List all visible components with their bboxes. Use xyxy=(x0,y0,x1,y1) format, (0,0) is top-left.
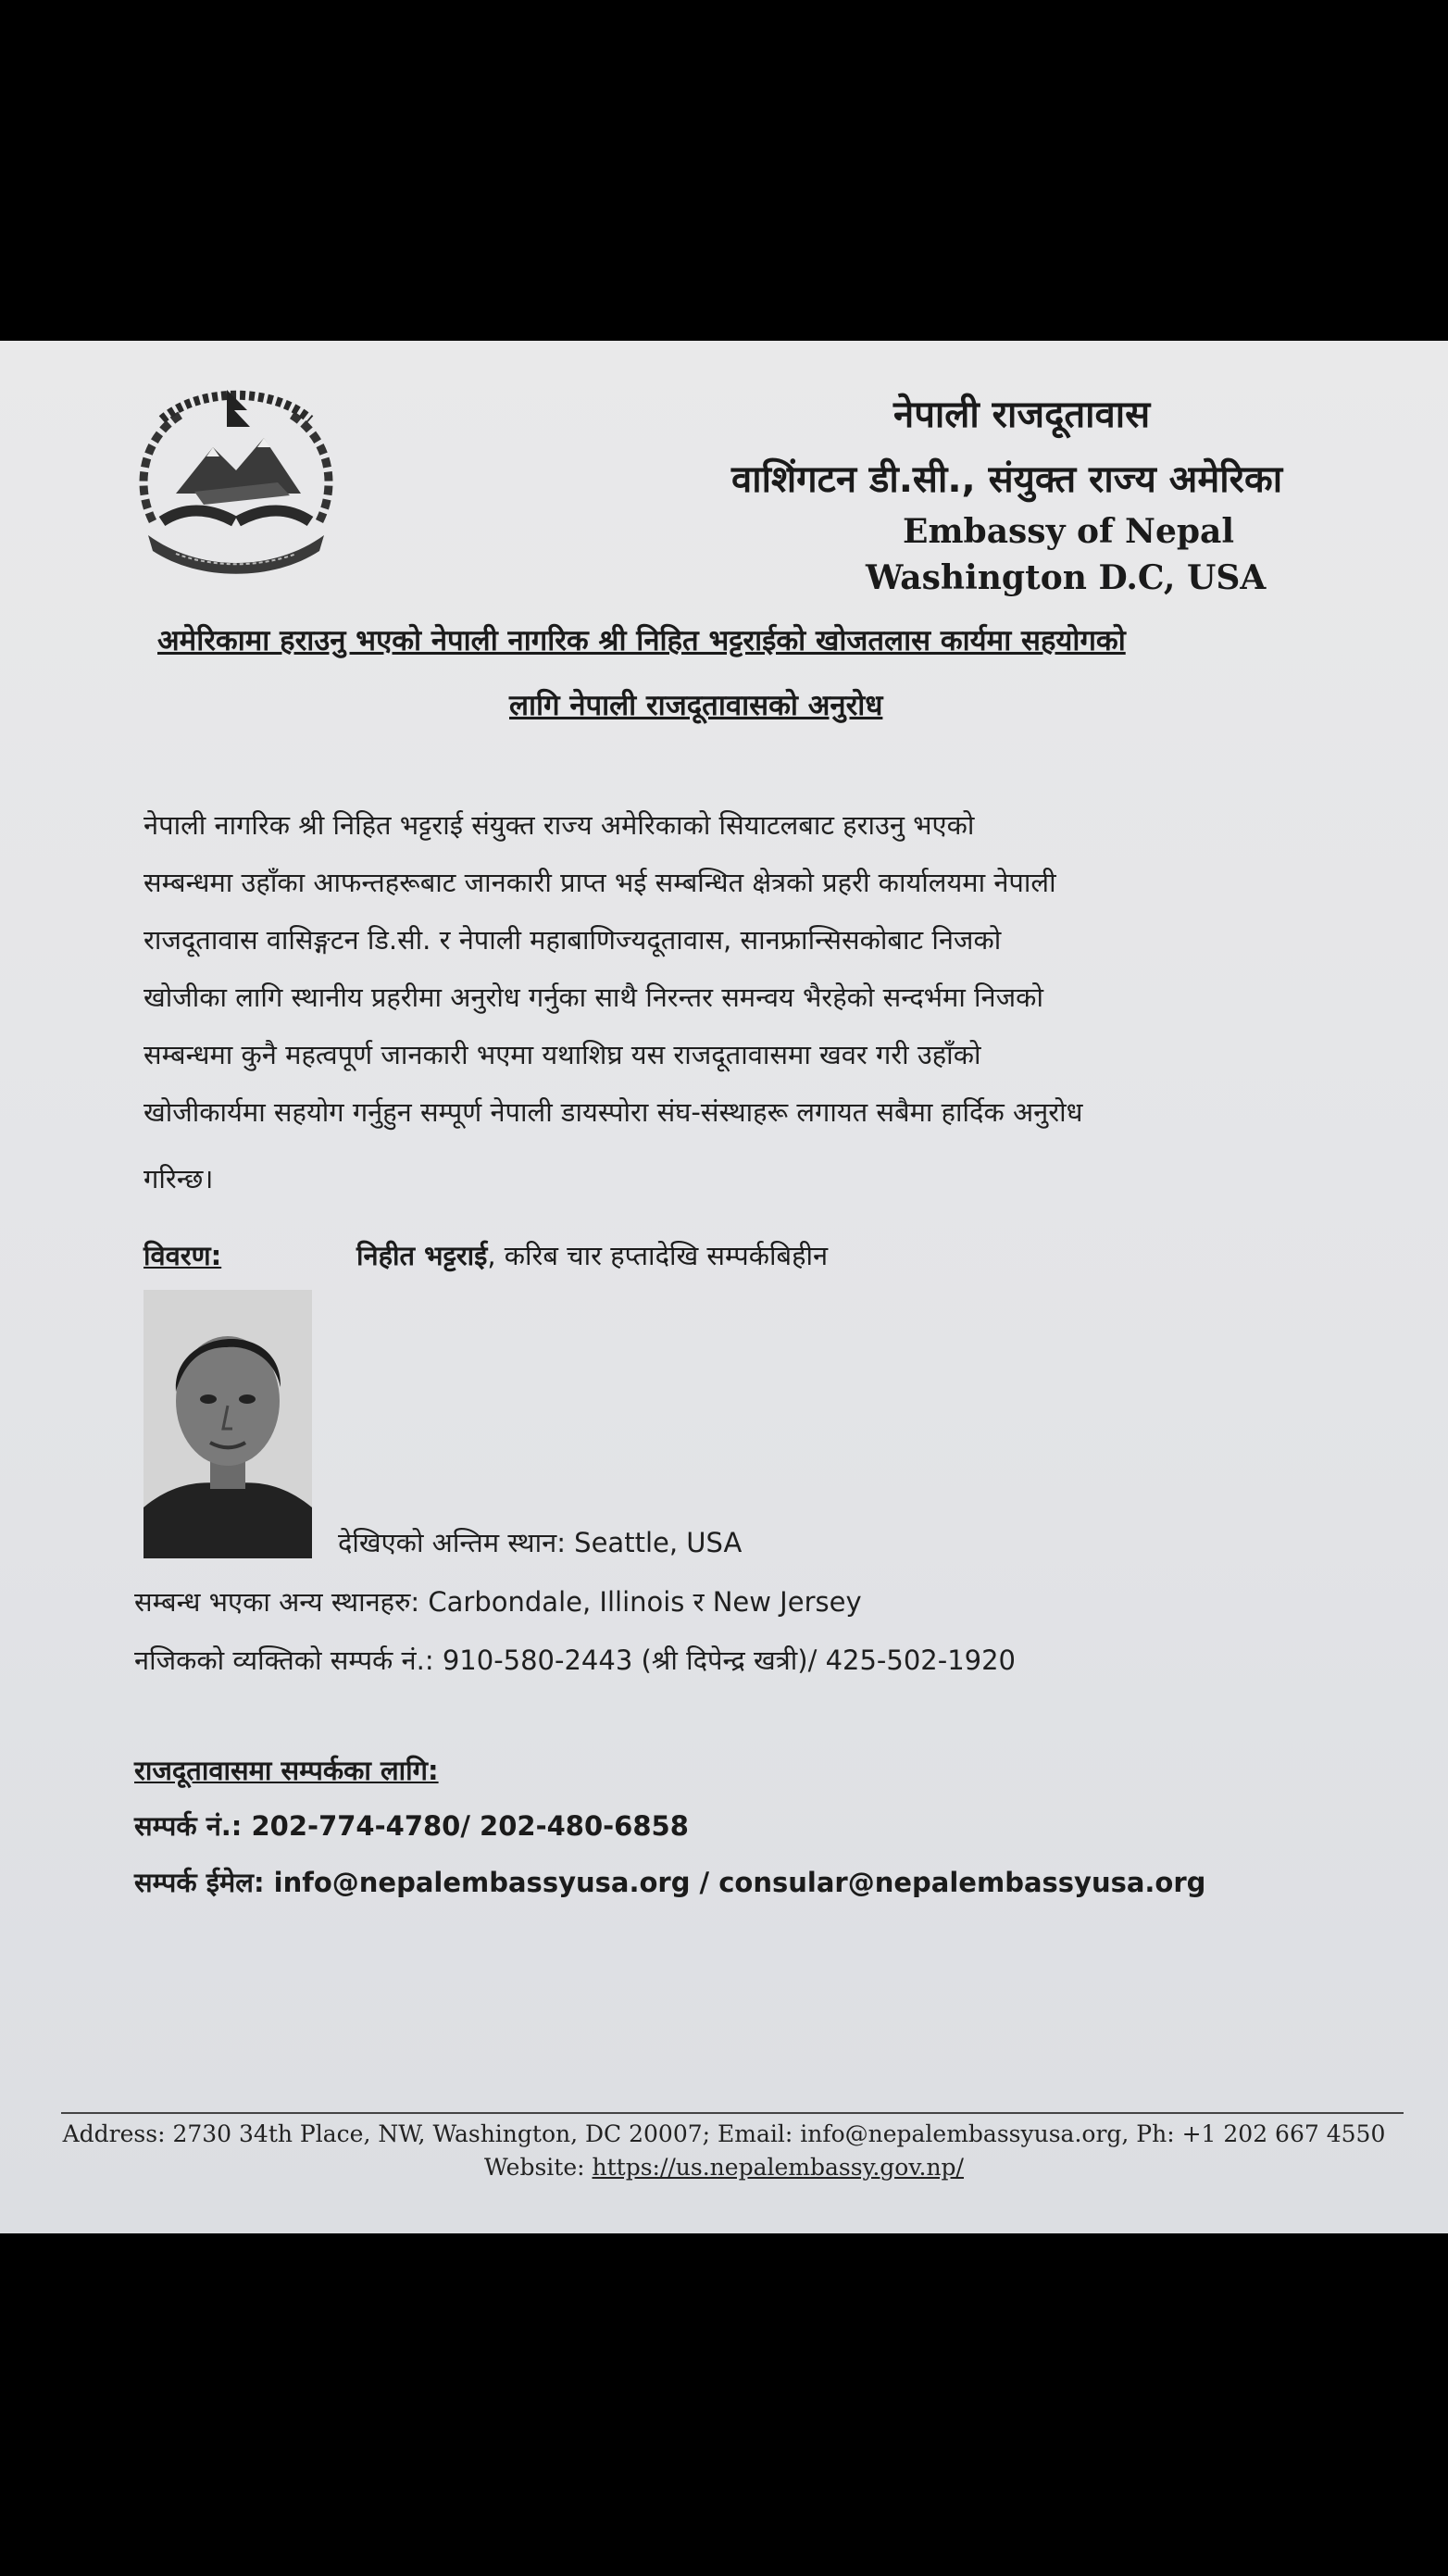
body-line: नेपाली नागरिक श्री निहित भट्टराई संयुक्त राज्य अमेरिकाको सियाटलबाट हराउनु भएको xyxy=(144,809,975,841)
body-line: सम्बन्धमा कुनै महत्वपूर्ण जानकारी भएमा यथाशिघ्र यस राजदूतावासमा खवर गरी उहाँको xyxy=(144,1039,981,1070)
footer-website-link[interactable]: https://us.nepalembassy.gov.np/ xyxy=(592,2154,964,2181)
body-line: खोजीकार्यमा सहयोग गर्नुहुन सम्पूर्ण नेपाली डायस्पोरा संघ-संस्थाहरू लगायत सबैमा हार्दिक अनुरोध xyxy=(144,1096,1083,1128)
embassy-contact-heading: राजदूतावासमा सम्पर्कका लागि: xyxy=(134,1755,439,1786)
last-seen-location: देखिएको अन्तिम स्थान: Seattle, USA xyxy=(338,1527,743,1558)
details-summary xyxy=(356,1237,828,1273)
nepal-emblem-icon xyxy=(125,382,347,577)
embassy-name-english: Embassy of Nepal xyxy=(903,512,1235,551)
embassy-location-english: Washington D.C, USA xyxy=(866,558,1267,597)
footer-address: Address: 2730 34th Place, NW, Washington, DC 20007; Email: info@nepalembassyusa.org, Ph: +1 202 667 4550 xyxy=(62,2120,1386,2147)
document-title-line-2: लागि नेपाली राजदूतावासको अनुरोध xyxy=(509,689,883,722)
person-photo-icon xyxy=(144,1290,312,1558)
embassy-contact-email: सम्पर्क ईमेल: info@nepalembassyusa.org / consular@nepalembassyusa.org xyxy=(134,1867,1206,1898)
details-heading: विवरण: xyxy=(144,1240,222,1271)
letter-page xyxy=(0,341,1448,2233)
other-related-places: सम्बन्ध भएका अन्य स्थानहरु: Carbondale, Illinois र New Jersey xyxy=(134,1586,862,1618)
footer-website xyxy=(0,2154,1448,2181)
embassy-contact-phone: सम्पर्क नं.: 202-774-4780/ 202-480-6858 xyxy=(134,1810,689,1842)
document-title-line-1: अमेरिकामा हराउनु भएको नेपाली नागरिक श्री निहित भट्टराईको खोजतलास कार्यमा सहयोगको xyxy=(157,624,1126,657)
close-contact-phone: नजिकको व्यक्तिको सम्पर्क नं.: 910-580-2443 (श्री दिपेन्द्र खत्री)/ 425-502-1920 xyxy=(134,1644,1017,1676)
body-line: खोजीका लागि स्थानीय प्रहरीमा अनुरोध गर्नुका साथै निरन्तर समन्वय भैरहेको सन्दर्भमा निजको xyxy=(144,982,1043,1013)
missing-person-name: निहीत भट्टराई xyxy=(356,1240,488,1271)
footer-divider xyxy=(61,2112,1404,2114)
embassy-name-nepali: नेपाली राजदूतावास xyxy=(893,394,1151,436)
embassy-location-nepali: वाशिंगटन डी.सी., संयुक्त राज्य अमेरिका xyxy=(731,458,1283,501)
body-line: राजदूतावास वासिङ्गटन डि.सी. र नेपाली महाबाणिज्यदूतावास, सानफ्रान्सिसकोबाट निजको xyxy=(144,924,1002,956)
body-line: सम्बन्धमा उहाँका आफन्तहरूबाट जानकारी प्राप्त भई सम्बन्धित क्षेत्रको प्रहरी कार्यालयमा नेपाली xyxy=(144,867,1056,898)
missing-person-status: , करिब चार हप्तादेखि सम्पर्कबिहीन xyxy=(487,1240,829,1271)
footer-website-label: Website: xyxy=(484,2154,593,2181)
body-line: गरिन्छ। xyxy=(144,1163,214,1194)
